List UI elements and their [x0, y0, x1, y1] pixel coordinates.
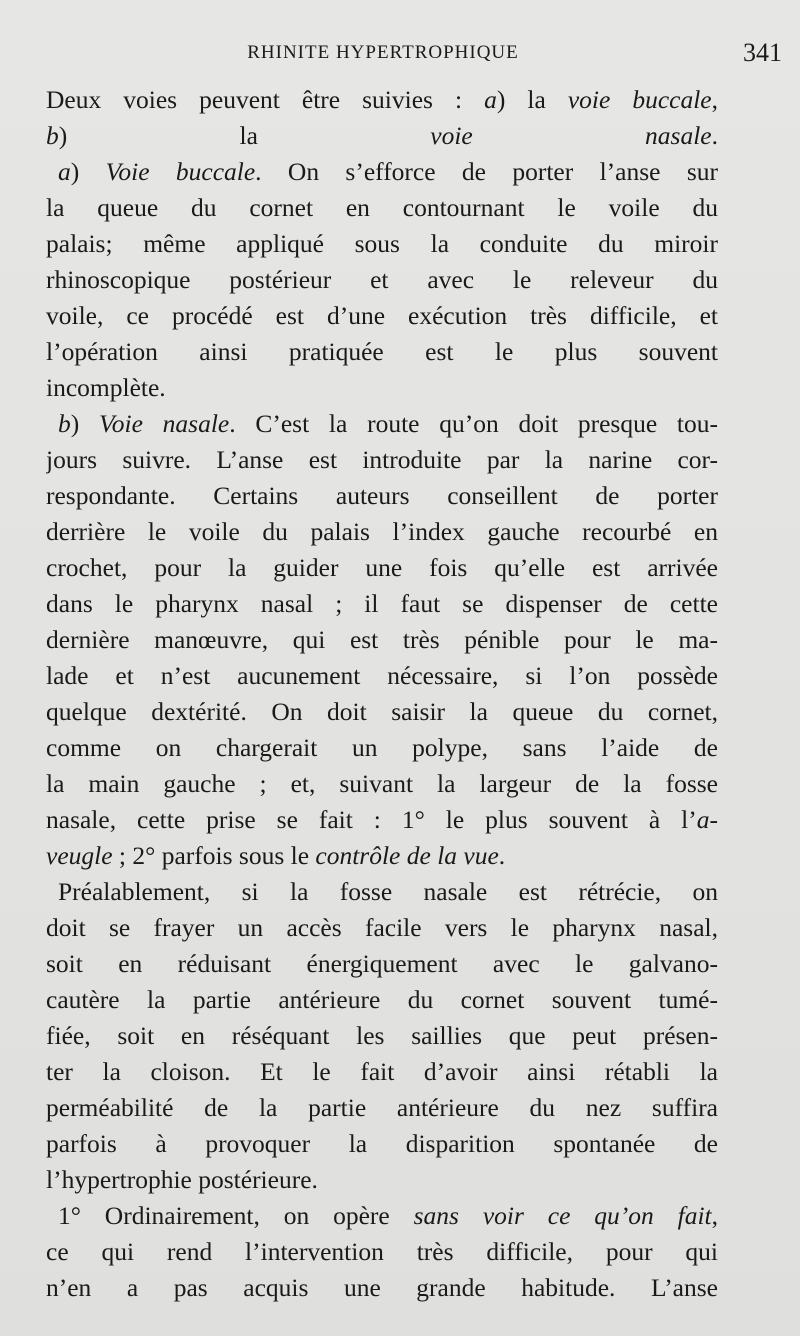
text-segment: perméabilité de la partie antérieure du nez suffira: [46, 1093, 718, 1122]
text-line: [46, 226, 718, 262]
page-number: 341: [743, 38, 782, 67]
text-segment: doit se frayer un accès facile vers le pharynx nasal,: [46, 913, 718, 942]
text-line: [46, 550, 718, 586]
text-segment: derrière le voile du palais l’index gauche recourbé en: [46, 517, 718, 546]
text-line: [46, 910, 718, 946]
text-segment: l’hypertrophie postérieure.: [46, 1165, 318, 1194]
text-line: [46, 730, 718, 766]
italic-text: b: [46, 121, 59, 150]
text-segment: nasale, cette prise se fait : 1° le plus souvent à l’: [46, 805, 697, 834]
text-segment: . On s’efforce de porter l’anse sur: [255, 157, 718, 186]
text-segment: ): [70, 409, 99, 438]
text-segment: parfois à provoquer la disparition spontanée de: [46, 1129, 718, 1158]
text-segment: lade et n’est aucunement nécessaire, si l’on possède: [46, 661, 718, 690]
text-line: [46, 1018, 718, 1054]
text-line: [46, 586, 718, 622]
text-segment: l’opération ainsi pratiquée est le plus souvent: [46, 337, 718, 366]
text-line: [46, 1234, 718, 1270]
text-line: [46, 946, 718, 982]
text-line: [46, 298, 718, 334]
text-segment: 1° Ordinairement, on opère: [58, 1201, 414, 1230]
italic-text: b: [58, 409, 71, 438]
text-line: [46, 262, 718, 298]
text-line: [46, 1090, 718, 1126]
italic-text: voie buccale: [567, 85, 712, 114]
text-segment: comme on chargerait un polype, sans l’aide de: [46, 733, 718, 762]
text-line: [46, 838, 718, 874]
text-segment: ): [70, 157, 106, 186]
text-segment: la main gauche ; et, suivant la largeur de la fosse: [46, 769, 718, 798]
text-line: [46, 874, 718, 910]
italic-text: a-: [696, 805, 718, 834]
text-segment: rhinoscopique postérieur et avec le releveur du: [46, 265, 718, 294]
text-segment: ) la: [496, 85, 568, 114]
body-text: [46, 82, 718, 1306]
text-segment: crochet, pour la guider une fois qu’elle est arrivée: [46, 553, 718, 582]
text-line: [46, 622, 718, 658]
text-line: [46, 1198, 718, 1234]
text-line: [46, 1054, 718, 1090]
text-line: [46, 1126, 718, 1162]
text-segment: voile, ce procédé est d’une exécution très difficile, et: [46, 301, 718, 330]
text-segment: soit en réduisant énergiquement avec le galvano-: [46, 949, 718, 978]
text-segment: jours suivre. L’anse est introduite par la narine cor-: [46, 445, 718, 474]
text-line: [46, 334, 718, 370]
text-line: [46, 514, 718, 550]
text-segment: .: [711, 121, 718, 150]
text-segment: ; 2° parfois sous le: [112, 841, 316, 870]
text-segment: ce qui rend l’intervention très difficile, pour qui: [46, 1237, 718, 1266]
text-line: [46, 370, 718, 406]
text-segment: Préalablement, si la fosse nasale est rétrécie, on: [58, 877, 718, 906]
text-segment: ,: [711, 85, 718, 114]
running-head-title: RHINITE HYPERTROPHIQUE: [247, 42, 519, 63]
text-line: [46, 478, 718, 514]
text-segment: n’en a pas acquis une grande habitude. L’anse: [46, 1273, 718, 1302]
text-line: [46, 406, 718, 442]
text-segment: dernière manœuvre, qui est très pénible pour le ma-: [46, 625, 718, 654]
text-line: [46, 118, 718, 154]
text-line: [46, 658, 718, 694]
text-line: [46, 1162, 718, 1198]
italic-text: Voie buccale: [105, 157, 256, 186]
text-segment: .: [498, 841, 506, 870]
italic-text: a: [58, 157, 71, 186]
text-line: [46, 154, 718, 190]
text-segment: quelque dextérité. On doit saisir la queue du cornet,: [46, 697, 718, 726]
italic-text: a: [484, 85, 497, 114]
text-segment: dans le pharynx nasal ; il faut se dispenser de cette: [46, 589, 718, 618]
italic-text: sans voir ce qu’on fait: [413, 1201, 712, 1230]
text-segment: . C’est la route qu’on doit presque tou-: [229, 409, 718, 438]
text-line: [46, 982, 718, 1018]
text-segment: palais; même appliqué sous la conduite du miroir: [46, 229, 718, 258]
text-line: [46, 82, 718, 118]
italic-text: Voie nasale: [99, 409, 230, 438]
text-line: [46, 694, 718, 730]
text-segment: ) la: [58, 121, 431, 150]
text-segment: la queue du cornet en contournant le voile du: [46, 193, 718, 222]
text-segment: respondante. Certains auteurs conseillent de porter: [46, 481, 718, 510]
italic-text: veugle: [46, 841, 113, 870]
text-line: [46, 1270, 718, 1306]
italic-text: contrôle de la vue: [315, 841, 499, 870]
text-line: [46, 802, 718, 838]
text-segment: cautère la partie antérieure du cornet souvent tumé-: [46, 985, 718, 1014]
text-segment: fiée, soit en réséquant les saillies que peut présen-: [46, 1021, 718, 1050]
text-line: [46, 442, 718, 478]
text-segment: ,: [711, 1201, 718, 1230]
text-segment: Deux voies peuvent être suivies :: [46, 85, 485, 114]
italic-text: voie nasale: [430, 121, 712, 150]
text-line: [46, 766, 718, 802]
text-line: [46, 190, 718, 226]
running-head: [46, 36, 782, 76]
text-segment: incomplète.: [46, 373, 166, 402]
text-segment: ter la cloison. Et le fait d’avoir ainsi rétabli la: [46, 1057, 718, 1086]
